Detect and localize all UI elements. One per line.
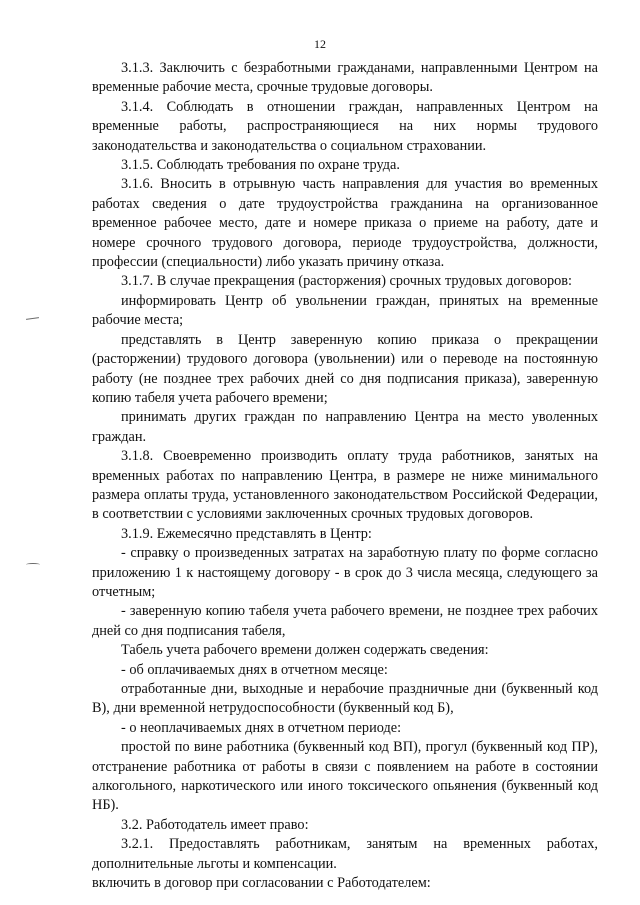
page-number: 12: [314, 37, 326, 51]
paragraph: отработанные дни, выходные и нерабочие праздничные дни (буквенный код В), дни временной нетрудоспособности (буквенный код Б),: [92, 681, 598, 717]
paragraph: - об оплачиваемых днях в отчетном месяце:: [121, 661, 388, 678]
paragraph: 3.1.3. Заключить с безработными гражданами, направленными Центром на временные рабочие места, срочные трудовые договоры.: [92, 60, 598, 96]
paragraph: простой по вине работника (буквенный код ВП), прогул (буквенный код ПР), отстранение работника от работы в связи с появлением на работе в состоянии алкогольного, наркотического или иного токсического опьянения (буквенный код НБ).: [92, 739, 598, 814]
paragraph: принимать других граждан по направлению Центра на место уволенных граждан.: [92, 409, 598, 445]
paragraph: 3.1.4. Соблюдать в отношении граждан, направленных Центром на временные работы, распространяющиеся на них нормы трудового законодательства и законодательства о социальном страховании.: [92, 98, 598, 154]
paragraph: информировать Центр об увольнении граждан, принятых на временные рабочие места;: [92, 292, 598, 329]
paragraph: 3.1.6. Вносить в отрывную часть направления для участия во временных работах сведения о дате трудоустройства гражданина на организованное временное рабочее место, дате и номере приказа о приеме на работу, дате и номере срочного трудового договора, периоде трудоустройства, должности, профессии (специальности) либо указать причину отказа.: [92, 176, 598, 271]
paragraph: Табель учета рабочего времени должен содержать сведения:: [121, 642, 489, 659]
paragraph: представлять в Центр заверенную копию приказа о прекращении (расторжении) трудового договора (увольнении) или о переводе на постоянную работу (не позднее трех рабочих дней со дня подписания приказа), заверенную копию табеля учета рабочего времени;: [92, 331, 598, 406]
margin-pen-mark: [26, 563, 40, 566]
paragraph: - о неоплачиваемых днях в отчетном периоде:: [121, 719, 402, 736]
paragraph: - заверенную копию табеля учета рабочего времени, не позднее трех рабочих дней со дня подписания табеля,: [92, 603, 598, 639]
paragraph: 3.1.9. Ежемесячно представлять в Центр:: [121, 525, 372, 542]
document-body: [92, 59, 598, 893]
paragraph: 3.1.8. Своевременно производить оплату труда работников, занятых на временных работах по направлению Центра, в размере не ниже минимального размера оплаты труда, установленного законодательством Российской Федерации, в соответствии с условиями заключенных срочных трудовых договоров.: [92, 448, 598, 523]
paragraph: 3.1.7. В случае прекращения (расторжения) срочных трудовых договоров:: [121, 273, 573, 290]
paragraph: 3.1.5. Соблюдать требования по охране труда.: [121, 157, 400, 174]
margin-pen-mark: [26, 317, 39, 320]
paragraph: 3.2.1. Предоставлять работникам, занятым на временных работах, дополнительные льготы и компенсации.: [92, 836, 598, 872]
paragraph: 3.2. Работодатель имеет право:: [121, 816, 309, 833]
paragraph: - справку о произведенных затратах на заработную плату по форме согласно приложению 1 к настоящему договору - в срок до 3 числа месяца, следующего за отчетным;: [92, 545, 598, 600]
paragraph: включить в договор при согласовании с Работодателем:: [92, 875, 431, 892]
